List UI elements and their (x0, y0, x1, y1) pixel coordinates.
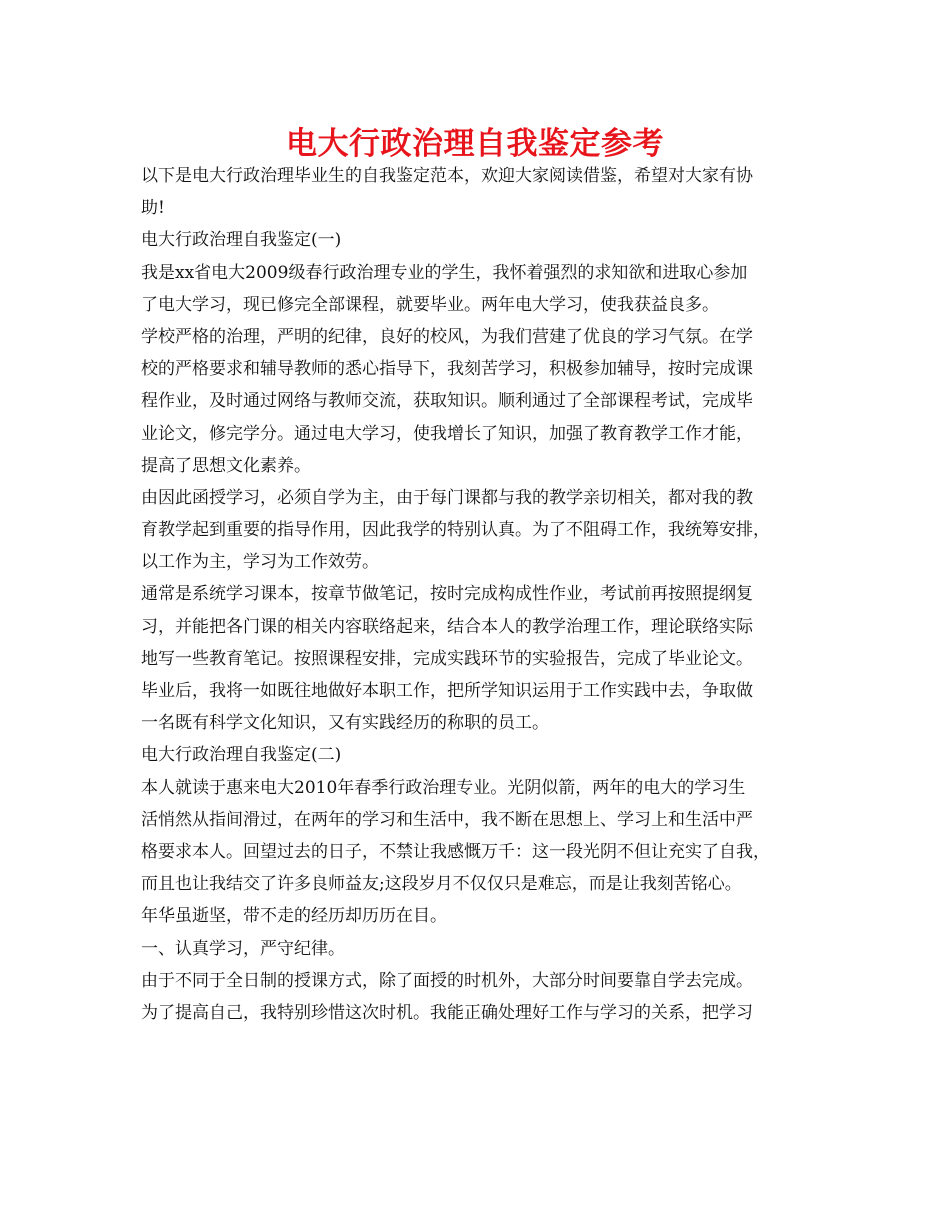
text-line: 格要求本人。回望过去的日子，不禁让我感慨万千：这一段光阴不但让充实了自我， (141, 841, 770, 862)
text-line: 由因此函授学习，必须自学为主，由于每门课都与我的教学亲切相关，都对我的教 (141, 487, 753, 508)
text-line: 通常是系统学习课本，按章节做笔记，按时完成构成性作业，考试前再按照提纲复 (141, 584, 753, 605)
text-line: 提高了思想文化素养。 (141, 455, 311, 476)
text-line: 校的严格要求和辅导教师的悉心指导下，我刻苦学习，积极参加辅导，按时完成课 (141, 359, 753, 380)
text-line: 活悄然从指间滑过，在两年的学习和生活中，我不断在思想上、学习上和生活中严 (141, 809, 753, 830)
text-line: 而且也让我结交了许多良师益友;这段岁月不仅仅只是难忘，而是让我刻苦铭心。 (141, 874, 742, 895)
section-heading: 一、认真学习，严守纪律。 (141, 938, 345, 959)
text-line: 我是xx省电大2009级春行政治理专业的学生，我怀着强烈的求知欲和进取心参加 (141, 262, 748, 283)
text-line: 为了提高自己，我特别珍惜这次时机。我能正确处理好工作与学习的关系，把学习 (141, 1002, 753, 1023)
document-body (141, 160, 831, 1029)
text-line: 毕业后，我将一如既往地做好本职工作，把所学知识运用于工作实践中去，争取做 (141, 681, 753, 701)
text-line: 由于不同于全日制的授课方式，除了面授的时机外，大部分时间要靠自学去完成。 (141, 970, 753, 991)
text-line: 习，并能把各门课的相关内容联络起来，结合本人的教学治理工作，理论联络实际 (141, 616, 753, 637)
text-line: 学校严格的治理，严明的纪律，良好的校风，为我们营建了优良的学习气氛。在学 (141, 326, 753, 347)
text-line: 育教学起到重要的指导作用，因此我学的特别认真。为了不阻碍工作，我统筹安排， (141, 520, 770, 541)
text-line: 程作业，及时通过网络与教师交流，获取知识。顺利通过了全部课程考试，完成毕 (141, 391, 753, 412)
text-line: 一名既有科学文化知识，又有实践经历的称职的员工。 (141, 713, 549, 734)
text-line: 助! (141, 198, 165, 219)
section-heading: 电大行政治理自我鉴定(一) (141, 230, 342, 251)
document-title: 电大行政治理自我鉴定参考 (286, 126, 664, 162)
text-line: 以工作为主，学习为工作效劳。 (141, 552, 379, 573)
text-line: 以下是电大行政治理毕业生的自我鉴定范本，欢迎大家阅读借鉴，希望对大家有协 (141, 166, 753, 186)
text-line: 地写一些教育笔记。按照课程安排，完成实践环节的实验报告，完成了毕业论文。 (141, 648, 753, 669)
text-line: 本人就读于惠来电大2010年春季行政治理专业。光阴似箭，两年的电大的学习生 (141, 777, 746, 798)
text-line: 业论文，修完学分。通过电大学习，使我增长了知识，加强了教育教学工作才能， (141, 423, 753, 444)
text-line: 了电大学习，现已修完全部课程，就要毕业。两年电大学习，使我获益良多。 (141, 294, 719, 315)
section-heading: 电大行政治理自我鉴定(二) (141, 745, 342, 766)
text-line: 年华虽逝坚，带不走的经历却历历在目。 (141, 906, 447, 927)
